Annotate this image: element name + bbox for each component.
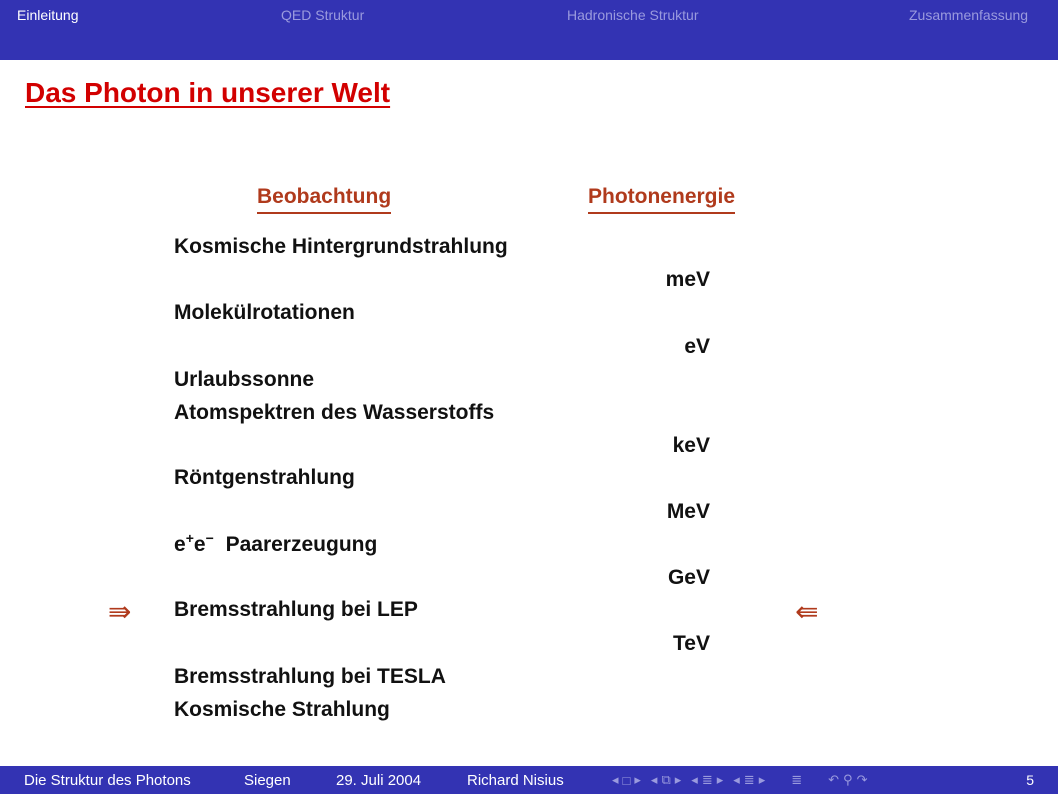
observation-cosmic-background: Kosmische Hintergrundstrahlung [174,235,508,258]
observation-xray: Röntgenstrahlung [174,466,355,489]
prev-frame-icon[interactable]: ◂ [612,772,619,787]
next-frame-icon[interactable]: ▸ [634,772,641,787]
observation-bremsstrahlung-tesla: Bremsstrahlung bei TESLA [174,665,446,688]
pair-e-plus: e+ [174,530,194,556]
frame-icon[interactable]: □ [622,772,631,788]
energy-mev-milli: meV [665,268,710,291]
observation-pair-production [174,530,378,557]
prev-subsection-icon[interactable]: ◂ [650,772,658,787]
energy-tev: TeV [673,632,710,655]
observation-bremsstrahlung-lep: Bremsstrahlung bei LEP [174,598,418,621]
nav-item-einleitung[interactable]: Einleitung [17,7,79,23]
search-icon[interactable]: ⚲ [843,772,853,787]
back-icon[interactable]: ↶ [828,772,840,787]
pair-e-minus: e− [193,530,214,556]
footer-date: 29. Juli 2004 [336,772,422,789]
prev-part-icon[interactable]: ◂ [733,772,740,787]
column-header-observation: Beobachtung [257,185,392,208]
header-nav-bar [0,0,1058,60]
column-header-photon-energy: Photonenergie [588,185,736,208]
footer-author: Richard Nisius [467,772,564,789]
left-arrow-icon: ⇚ [795,596,819,627]
part-icon[interactable]: ≣ [743,772,755,787]
observation-hydrogen-spectra: Atomspektren des Wasserstoffs [174,401,495,424]
right-arrow-icon: ⇛ [108,596,132,627]
footer-bar [0,766,1058,794]
nav-item-hadronische-struktur[interactable]: Hadronische Struktur [567,7,699,23]
page-number: 5 [1026,772,1034,788]
energy-gev: GeV [667,566,710,589]
footer-talk-title: Die Struktur des Photons [24,772,191,789]
energy-kev: keV [672,434,710,457]
next-section-icon[interactable]: ▸ [716,772,724,787]
slide-title: Das Photon in unserer Welt [25,77,391,108]
observation-holiday-sun: Urlaubssonne [174,368,315,391]
energy-mev: MeV [666,500,710,523]
energy-ev: eV [684,335,710,358]
beamer-navigation-controls [612,770,867,790]
forward-icon[interactable]: ↷ [856,772,868,787]
section-icon[interactable]: ≣ [701,772,713,787]
nav-item-zusammenfassung[interactable]: Zusammenfassung [909,7,1029,23]
outline-icon[interactable]: ≣ [791,772,803,787]
observation-cosmic-rays: Kosmische Strahlung [174,698,390,721]
prev-section-icon[interactable]: ◂ [691,772,698,787]
next-part-icon[interactable]: ▸ [758,772,766,787]
nav-item-qed-struktur[interactable]: QED Struktur [281,7,365,23]
next-subsection-icon[interactable]: ▸ [674,772,682,787]
footer-place: Siegen [244,772,291,789]
pair-production-label: Paarerzeugung [225,533,378,556]
subsection-icon[interactable]: ⧉ [661,772,671,787]
observation-molecular-rotation: Molekülrotationen [174,301,355,324]
